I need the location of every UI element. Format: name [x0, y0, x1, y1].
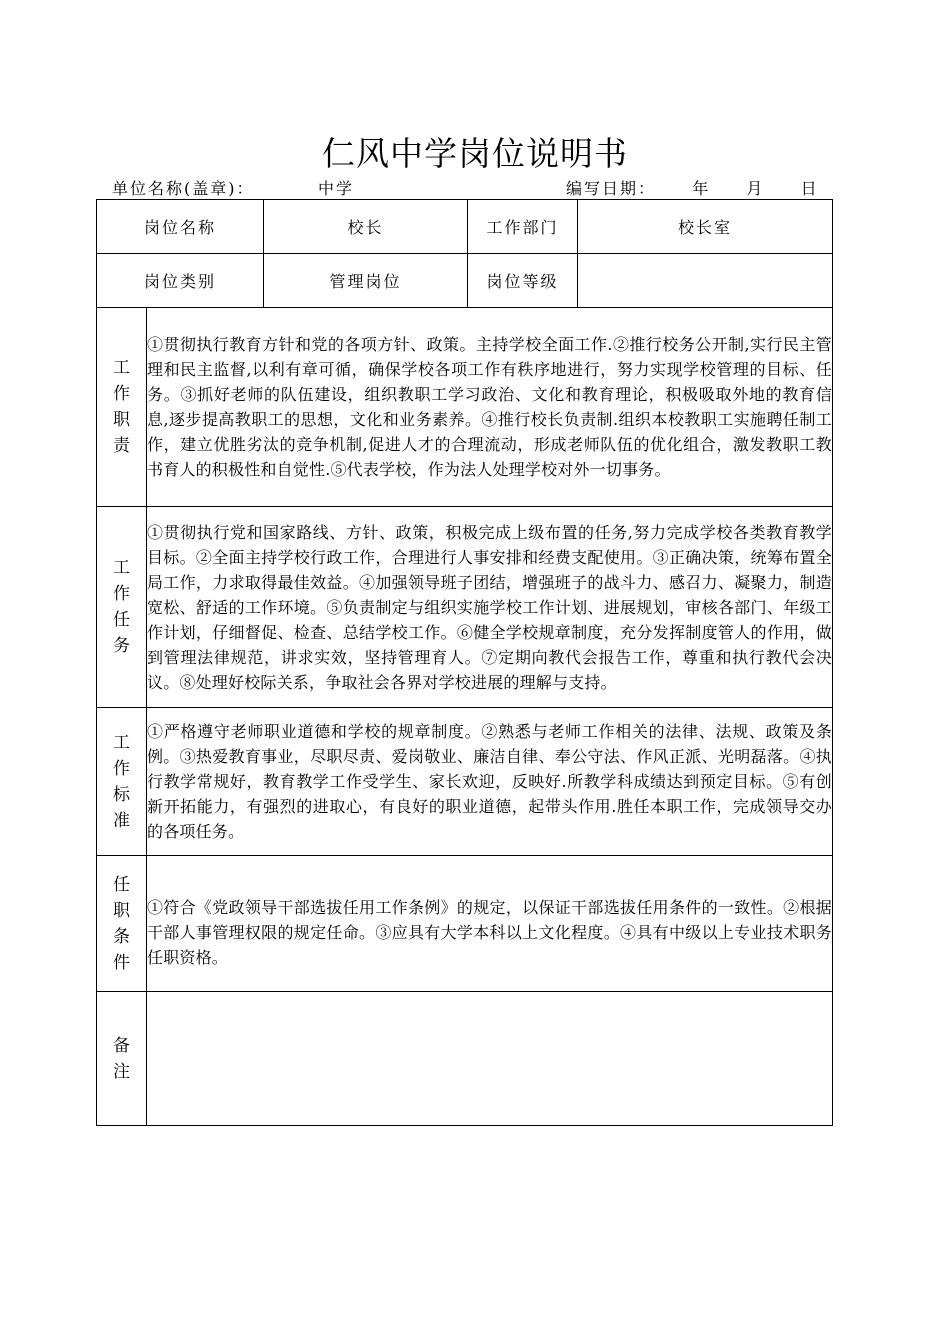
standards-label: 工作标准 — [113, 732, 130, 831]
department-value: 校长室 — [578, 200, 833, 254]
post-name-value: 校长 — [264, 200, 468, 254]
category-label: 岗位类别 — [97, 254, 264, 308]
row-qualifications — [97, 856, 833, 992]
qualifications-label-cell — [97, 856, 147, 992]
department-label: 工作部门 — [468, 200, 578, 254]
date-day: 日 — [800, 179, 819, 198]
tasks-label: 工作任务 — [113, 558, 130, 656]
tasks-label-cell — [97, 507, 147, 708]
duties-label-cell — [97, 308, 147, 507]
date-label: 编写日期： — [566, 179, 657, 198]
remarks-label-cell — [97, 992, 147, 1126]
grade-label: 岗位等级 — [468, 254, 578, 308]
row-tasks — [97, 507, 833, 708]
unit-value: 中学 — [318, 179, 355, 198]
remarks-text — [147, 992, 833, 1126]
row-post-name — [97, 200, 833, 254]
qualifications-text: ①符合《党政领导干部选拔任用工作条例》的规定，以保证干部选拔任用条件的一致性。②根据干部人事管理权限的规定任命。③应具有大学本科以上文化程度。④具有中级以上专业技术职务任职资格。 — [147, 856, 833, 992]
remarks-label: 备注 — [113, 1035, 130, 1082]
standards-text: ①严格遵守老师职业道德和学校的规章制度。②熟悉与老师工作相关的法律、法规、政策及条例。③热爱教育事业，尽职尽责、爱岗敬业、廉洁自律、奉公守法、作风正派、光明磊落。④执行教学常规好，教育教学工作受学生、家长欢迎，反映好.所教学科成绩达到预定目标。⑤有创新开拓能力，有强烈的进取心，有良好的职业道德，起带头作用.胜任本职工作，完成领导交办的各项任务。 — [147, 708, 833, 856]
post-name-label: 岗位名称 — [97, 200, 264, 254]
tasks-text: ①贯彻执行党和国家路线、方针、政策，积极完成上级布置的任务,努力完成学校各类教育教学目标。②全面主持学校行政工作，合理进行人事安排和经费支配使用。③正确决策，统筹布置全局工作，力求取得最佳效益。④加强领导班子团结，增强班子的战斗力、感召力、凝聚力，制造宽松、舒适的工作环境。⑤负责制定与组织实施学校工作计划、进展规划，审核各部门、年级工作计划，仔细督促、检查、总结学校工作。⑥健全学校规章制度，充分发挥制度管人的作用，做到管理法律规范，讲求实效，坚持管理育人。⑦定期向教代会报告工作，尊重和执行教代会决议。⑧处理好校际关系，争取社会各界对学校进展的理解与支持。 — [147, 507, 833, 708]
duties-text: ①贯彻执行教育方针和党的各项方针、政策。主持学校全面工作.②推行校务公开制,实行民主管理和民主监督,以利有章可循，确保学校各项工作有秩序地进行，努力实现学校管理的目标、任务。③抓好老师的队伍建设，组织教职工学习政治、文化和教育理论，积极吸取外地的教育信息,逐步提高教职工的思想，文化和业务素养。④推行校长负责制.组织本校教职工实施聘任制工作，建立优胜劣汰的竞争机制,促进人才的合理流动，形成老师队伍的优化组合，激发教职工教书育人的积极性和自觉性.⑤代表学校，作为法人处理学校对外一切事务。 — [147, 308, 833, 507]
row-remarks — [97, 992, 833, 1126]
standards-label-cell — [97, 708, 147, 856]
duties-label: 工作职责 — [113, 358, 130, 456]
row-post-category — [97, 254, 833, 308]
qualifications-label: 任职条件 — [113, 874, 130, 973]
job-description-table — [96, 199, 833, 1126]
date-line — [566, 176, 819, 199]
date-month: 月 — [746, 179, 765, 198]
category-value: 管理岗位 — [264, 254, 468, 308]
date-year: 年 — [692, 179, 711, 198]
page-title: 仁风中学岗位说明书 — [322, 134, 628, 173]
row-standards — [97, 708, 833, 856]
row-duties — [97, 308, 833, 507]
unit-label: 单位名称(盖章)： — [112, 179, 255, 198]
grade-value — [578, 254, 833, 308]
